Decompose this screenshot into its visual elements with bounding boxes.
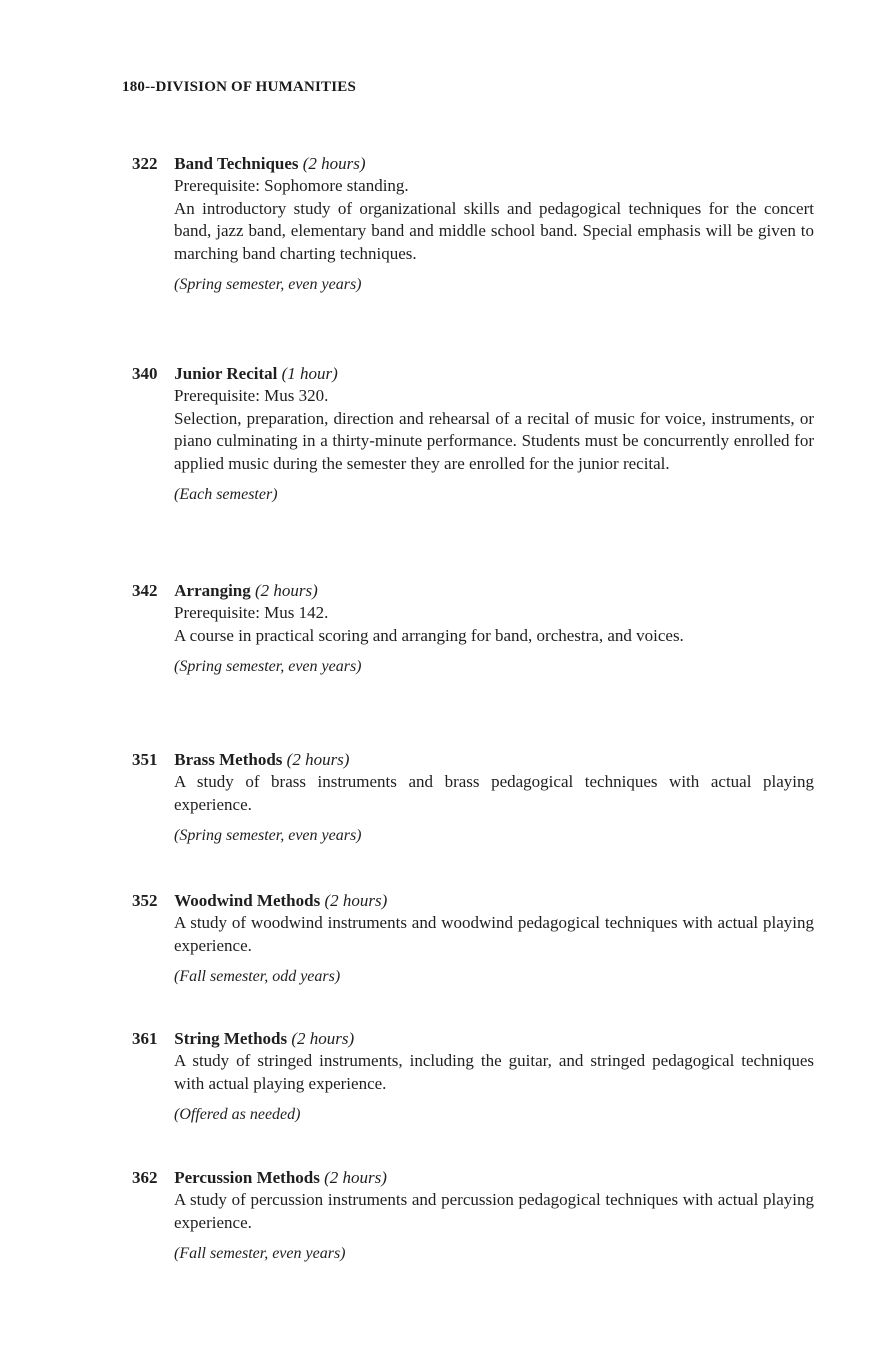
course-offering: (Each semester) <box>174 486 278 503</box>
course-prerequisite: Prerequisite: Mus 142. <box>174 603 329 622</box>
course-description: A course in practical scoring and arranging for band, orchestra, and voices. <box>174 625 684 645</box>
course-entry-322 <box>132 153 812 297</box>
running-head: 180--DIVISION OF HUMANITIES <box>122 79 357 95</box>
course-offering: (Fall semester, odd years) <box>174 968 341 985</box>
course-hours: (2 hours) <box>286 750 350 769</box>
course-offering: (Fall semester, even years) <box>174 1245 346 1262</box>
course-description: An introductory study of organizational skills and pedagogical techniques for the concert band, jazz band, elementary band and middle school band. Special emphasis will be given to marching band charting techniques. <box>174 198 814 263</box>
course-title: String Methods <box>174 1029 288 1048</box>
course-body <box>174 771 814 848</box>
course-heading <box>132 153 812 175</box>
course-heading <box>132 1167 812 1189</box>
course-number: 361 <box>132 1029 158 1048</box>
course-heading <box>132 580 812 602</box>
course-description: A study of percussion instruments and percussion pedagogical techniques with actual playing experience. <box>174 1190 814 1232</box>
course-entry-340 <box>132 363 812 507</box>
course-description: A study of brass instruments and brass pedagogical techniques with actual playing experience. <box>174 772 814 814</box>
course-heading <box>132 890 812 912</box>
course-hours: (2 hours) <box>302 154 366 173</box>
course-body <box>174 175 814 297</box>
course-prerequisite: Prerequisite: Sophomore standing. <box>174 176 409 195</box>
course-description: Selection, preparation, direction and rehearsal of a recital of music for voice, instruments, or piano culminating in a thirty-minute performance. Students must be concurrently enrolled for applied music during the semester they are enrolled for the junior recital. <box>174 408 814 473</box>
course-offering: (Offered as needed) <box>174 1106 301 1123</box>
course-prerequisite: Prerequisite: Mus 320. <box>174 386 329 405</box>
course-body <box>174 385 814 507</box>
course-entry-362 <box>132 1167 812 1266</box>
course-body <box>174 912 814 989</box>
course-offering: (Spring semester, even years) <box>174 276 362 293</box>
course-title: Band Techniques <box>174 154 299 173</box>
course-number: 362 <box>132 1168 158 1187</box>
course-entry-342 <box>132 580 812 679</box>
course-number: 352 <box>132 891 158 910</box>
course-heading <box>132 1028 812 1050</box>
course-body <box>174 602 814 679</box>
course-title: Percussion Methods <box>174 1168 320 1187</box>
course-title: Brass Methods <box>174 750 283 769</box>
course-hours: (1 hour) <box>281 364 338 383</box>
course-number: 340 <box>132 364 158 383</box>
course-number: 322 <box>132 154 158 173</box>
course-body <box>174 1050 814 1127</box>
course-description: A study of woodwind instruments and woodwind pedagogical techniques with actual playing experience. <box>174 913 814 955</box>
course-number: 351 <box>132 750 158 769</box>
course-title: Woodwind Methods <box>174 891 321 910</box>
course-hours: (2 hours) <box>291 1029 355 1048</box>
course-entry-352 <box>132 890 812 989</box>
course-hours: (2 hours) <box>255 581 318 600</box>
course-body <box>174 1189 814 1266</box>
course-entry-351 <box>132 749 812 848</box>
course-hours: (2 hours) <box>324 891 388 910</box>
course-heading <box>132 749 812 771</box>
course-description: A study of stringed instruments, including the guitar, and stringed pedagogical techniques with actual playing experience. <box>174 1051 814 1093</box>
course-title: Junior Recital <box>174 364 278 383</box>
course-heading <box>132 363 812 385</box>
course-title: Arranging <box>174 581 251 600</box>
course-offering: (Spring semester, even years) <box>174 827 362 844</box>
course-entry-361 <box>132 1028 812 1127</box>
course-hours: (2 hours) <box>324 1168 387 1187</box>
course-offering: (Spring semester, even years) <box>174 658 362 675</box>
course-number: 342 <box>132 581 158 600</box>
